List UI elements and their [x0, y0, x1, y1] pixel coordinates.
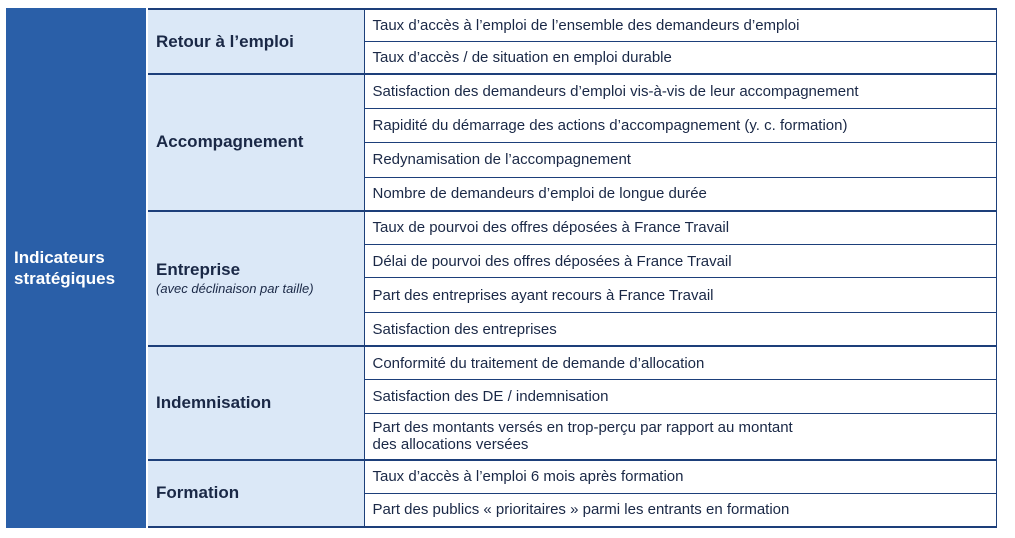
indicator-cell: Part des montants versés en trop-perçu par rapport au montant des allocations versées: [364, 413, 996, 459]
category-title: Indemnisation: [156, 392, 272, 412]
category-cell: [148, 460, 364, 527]
indicator-cell: Part des entreprises ayant recours à France Travail: [364, 278, 996, 313]
indicator-cell: Satisfaction des demandeurs d’emploi vis-à-vis de leur accompagnement: [364, 74, 996, 109]
indicator-cell: Taux d’accès / de situation en emploi durable: [364, 42, 996, 75]
indicators-table: [148, 8, 997, 528]
table-row: [148, 460, 996, 494]
table-row: [148, 74, 996, 109]
table-row: [148, 211, 996, 245]
category-title: Retour à l’emploi: [156, 31, 294, 51]
category-cell: [148, 346, 364, 459]
indicators-table-body: [148, 9, 996, 527]
indicator-cell: Conformité du traitement de demande d’allocation: [364, 346, 996, 380]
category-title: Formation: [156, 483, 240, 503]
indicator-cell: Satisfaction des entreprises: [364, 313, 996, 347]
indicators-table-frame: [6, 8, 996, 528]
indicator-cell: Nombre de demandeurs d’emploi de longue durée: [364, 177, 996, 211]
indicator-cell: Délai de pourvoi des offres déposées à France Travail: [364, 244, 996, 278]
indicator-cell: Taux d’accès à l’emploi 6 mois après formation: [364, 460, 996, 494]
table-row: [148, 346, 996, 380]
indicator-cell: Rapidité du démarrage des actions d’accompagnement (y. c. formation): [364, 109, 996, 143]
indicator-cell: Part des publics « prioritaires » parmi les entrants en formation: [364, 493, 996, 527]
category-cell: [148, 211, 364, 347]
indicator-cell: Taux de pourvoi des offres déposées à France Travail: [364, 211, 996, 245]
category-subtitle: (avec déclinaison par taille): [156, 281, 314, 297]
side-header-label: Indicateurs stratégiques: [14, 248, 116, 288]
category-title: Entreprise: [156, 260, 241, 280]
side-header: [6, 8, 146, 528]
category-title: Accompagnement: [156, 132, 304, 152]
indicator-cell: Satisfaction des DE / indemnisation: [364, 380, 996, 414]
indicator-cell: Redynamisation de l’accompagnement: [364, 142, 996, 177]
indicator-cell: Taux d’accès à l’emploi de l’ensemble des demandeurs d’emploi: [364, 9, 996, 42]
table-row: [148, 9, 996, 42]
category-cell: [148, 9, 364, 74]
category-cell: [148, 74, 364, 211]
